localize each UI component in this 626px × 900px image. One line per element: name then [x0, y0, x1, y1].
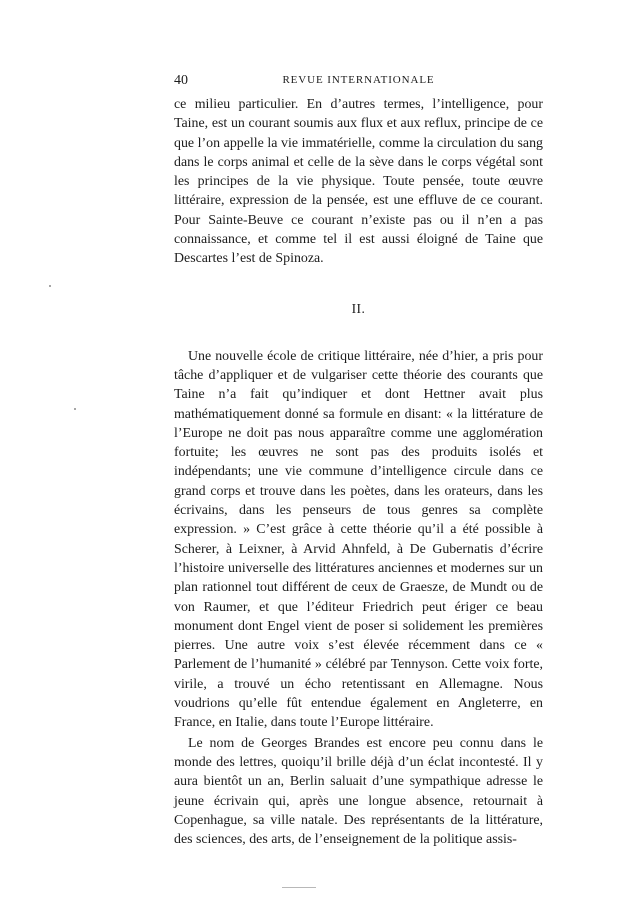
- section-heading: II.: [351, 300, 366, 316]
- journal-title: REVUE INTERNATIONALE: [282, 74, 435, 86]
- print-speck: [49, 285, 51, 287]
- paragraph-continuation: ce milieu particulier. En d’autres termes, l’intelligence, pour Taine, est un courant soumis aux flux et aux reflux, principe de ce que l’on appelle la vie immatérielle, comme la circulation du sang dans le corps animal et celle de la sève dans le corps végétal sont les principes de la vie physique. Toute pensée, toute œuvre littéraire, expression de la pensée, est une effluve de ce courant. Pour Sainte-Beuve ce courant n’existe pas ou il n’en a pas connaissance, et comme tel il est aussi éloigné de Taine que Descartes l’est de Spinoza.: [174, 97, 543, 267]
- paragraph-brandes: Le nom de Georges Brandes est encore peu connu dans le monde des lettres, quoiqu’il brille déjà d’un éclat incontesté. Il y aura bientôt un an, Berlin saluait d’une sympathique adresse le jeune écrivain qui, après une longue absence, retournait à Copenhague, sa ville natale. Des représentants de la littérature, des sciences, des arts, de l’enseignement de la politique assis-: [174, 735, 543, 848]
- book-page: [174, 73, 543, 849]
- paragraph-new-school: Une nouvelle école de critique littéraire, née d’hier, a pris pour tâche d’appliquer et de vulgariser cette théorie des courants que Taine n’a fait qu’indiquer et dont Hettner avait plus mathématiquement donné sa formule en disant: « la littérature de l’Europe ne doit pas nous apparaître comme une agglomération fortuite; les œuvres ne sont pas des produits isolés et indépendants; une vie commune d’intelligence circule dans ce grand corps et trouve dans les poètes, dans les orateurs, dans les écrivains, dans les penseurs de tous genres sa complète expression. » C’est grâce à cette théorie qu’il a été possible à Scherer, à Leixner, à Arvid Ahnfeld, à De Gubernatis d’écrire l’histoire universelle des littératures anciennes et modernes sur un plan rationnel tout différent de ceux de Graesze, de Mundt ou de von Raumer, et que l’éditeur Friedrich peut ériger ce beau monument dont Engel vient de poser si solidement les premières pierres. Une autre voix s’est élevée récemment dans ce « Parlement de l’humanité » célébré par Tennyson. Cette voix forte, virile, a trouvé un écho retentissant en Allemagne. Nous voudrions qu’elle fût entendue également en Angleterre, en France, en Italie, dans toute l’Europe littéraire.: [174, 348, 543, 731]
- running-head: [174, 73, 543, 95]
- print-speck: [74, 408, 76, 410]
- page-number: 40: [174, 73, 188, 88]
- page-edge-mark: [282, 887, 316, 888]
